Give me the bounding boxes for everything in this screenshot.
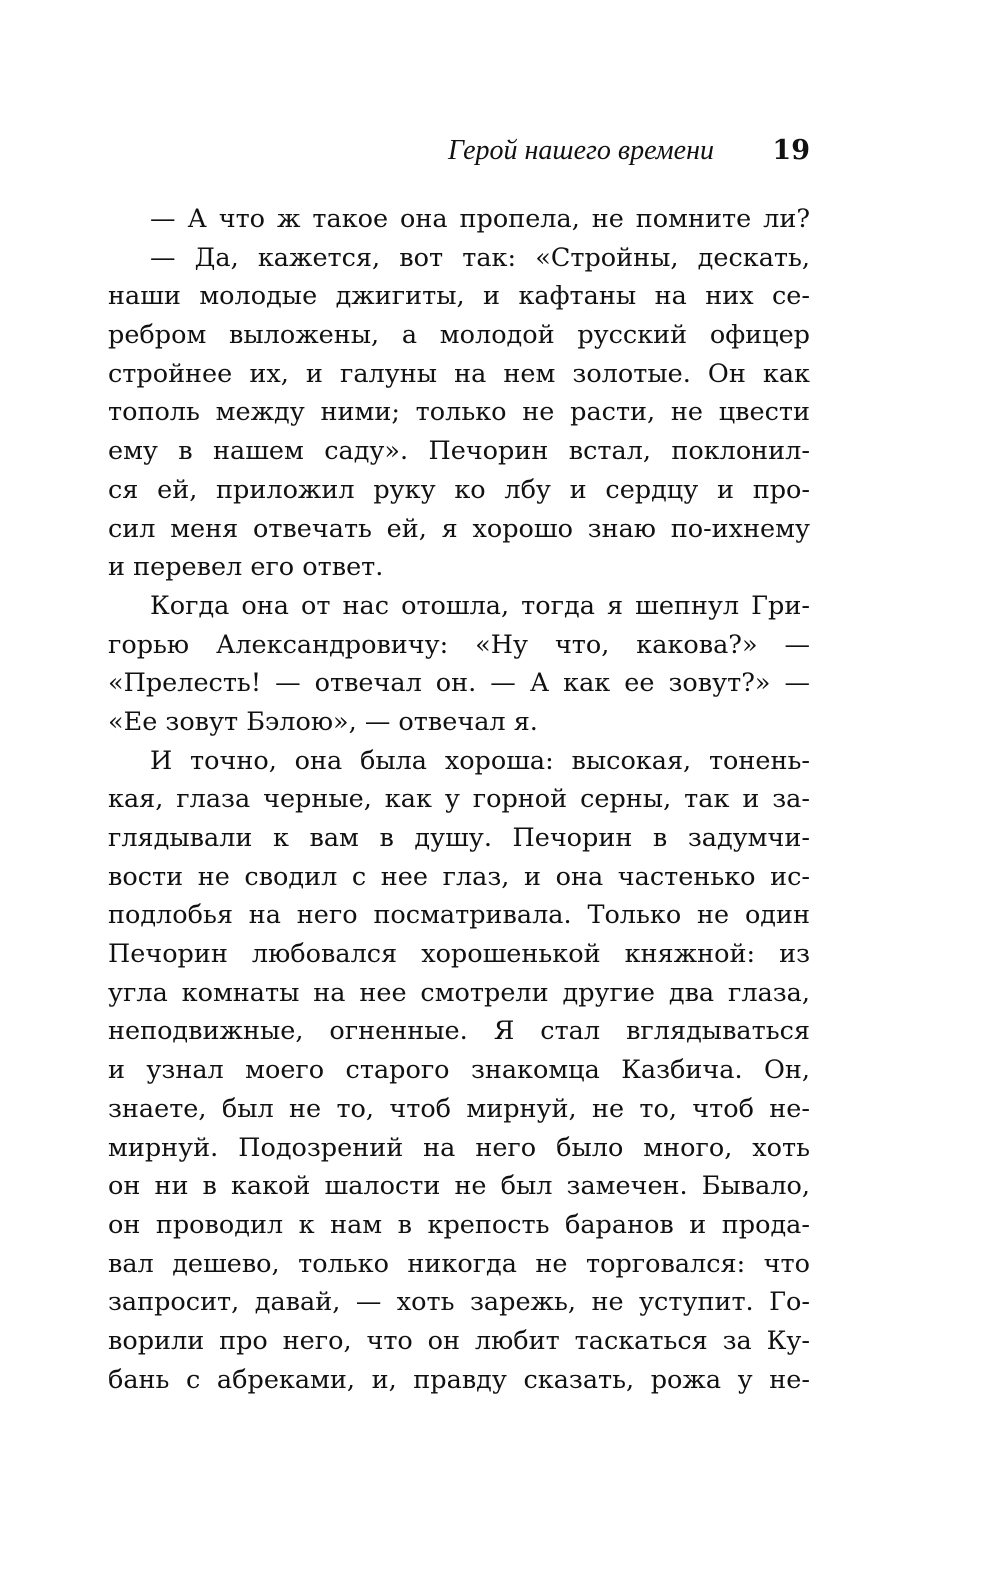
text-line: ворили про него, что он любит таскаться за Ку-: [108, 1325, 810, 1356]
text-line: угла комнаты на нее смотрели другие два глаза,: [108, 977, 810, 1008]
running-head: [108, 133, 810, 173]
text-line: запросит, давай, — хоть зарежь, не уступит. Го-: [108, 1287, 810, 1318]
running-title: Герой нашего времени: [448, 135, 714, 166]
text-line: мирнуй. Подозрений на него было много, хоть: [108, 1132, 810, 1163]
text-line: вал дешево, только никогда не торговался: что: [108, 1248, 810, 1279]
text-line: кая, глаза черные, как у горной серны, так и за-: [108, 784, 810, 815]
text-line: сил меня отвечать ей, я хорошо знаю по-ихнему: [108, 513, 810, 544]
text-line: Печорин любовался хорошенькой княжной: из: [108, 939, 810, 970]
text-line: он ни в какой шалости не был замечен. Бывало,: [108, 1171, 810, 1202]
text-line: и узнал моего старого знакомца Казбича. Он,: [108, 1055, 810, 1086]
text-line: ему в нашем саду». Печорин встал, поклонил-: [108, 436, 810, 467]
text-line: наши молодые джигиты, и кафтаны на них се-: [108, 281, 810, 312]
text-line: ся ей, приложил руку ко лбу и сердцу и про-: [108, 474, 810, 505]
text-line: подлобья на него посматривала. Только не один: [108, 900, 810, 931]
text-line: неподвижные, огненные. Я стал вглядываться: [108, 1016, 810, 1047]
text-line: ребром выложены, а молодой русский офицер: [108, 320, 810, 351]
text-line: тополь между ними; только не расти, не цвести: [108, 397, 810, 428]
text-line: глядывали к вам в душу. Печорин в задумчи-: [108, 823, 810, 853]
page-number: 19: [772, 135, 810, 166]
text-line: — Да, кажется, вот так: «Стройны, дескать,: [150, 242, 810, 273]
text-line: бань с абреками, и, правду сказать, рожа у не-: [108, 1364, 810, 1395]
text-line: И точно, она была хороша: высокая, тонень-: [150, 745, 810, 776]
text-line: и перевел его ответ.: [108, 552, 384, 583]
text-line: Когда она от нас отошла, тогда я шепнул Гри-: [150, 590, 810, 621]
body-text: [108, 200, 810, 1399]
text-line: — А что ж такое она пропела, не помните ли?: [150, 204, 810, 234]
text-line: вости не сводил с нее глаз, и она частенько ис-: [108, 861, 810, 892]
text-line: горью Александровичу: «Ну что, какова?» —: [108, 629, 810, 660]
text-line: «Ее зовут Бэлою», — отвечал я.: [108, 706, 538, 737]
text-line: он проводил к нам в крепость баранов и прода-: [108, 1209, 810, 1240]
text-line: «Прелесть! — отвечал он. — А как ее зовут?» —: [108, 668, 810, 699]
text-line: знаете, был не то, чтоб мирнуй, не то, чтоб не-: [108, 1093, 810, 1124]
text-line: стройнее их, и галуны на нем золотые. Он как: [108, 358, 810, 389]
